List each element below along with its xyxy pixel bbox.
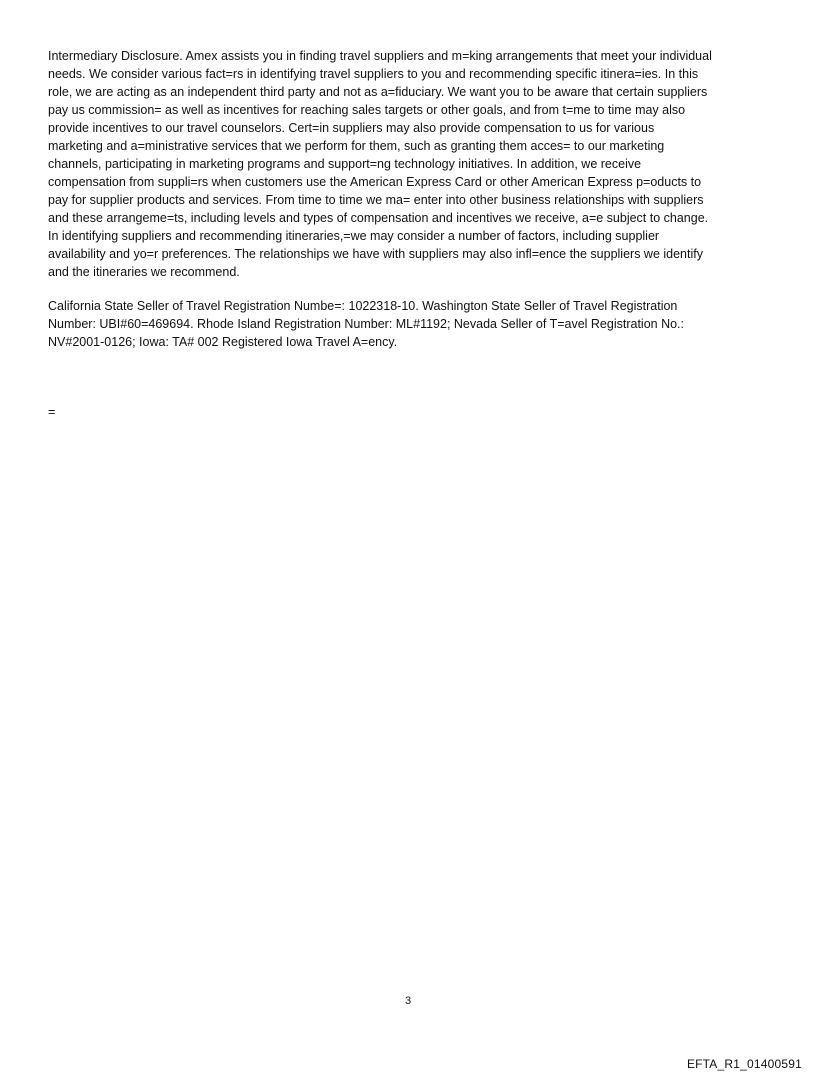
paragraph-line: compensation from suppli=rs when customers use the American Express Card or other American Express p=oducts to [48, 175, 702, 189]
paragraph-line: role, we are acting as an independent third party and not as a=fiduciary. We want you to be aware that certain suppliers [48, 85, 708, 99]
paragraph-line: marketing and a=ministrative services that we perform for them, such as granting them acces= to our marketing [48, 139, 665, 153]
paragraph-line: Intermediary Disclosure. Amex assists you in finding travel suppliers and m=king arrangements that meet your individual [48, 49, 712, 63]
paragraph-line: pay us commission= as well as incentives for reaching sales targets or other goals, and from t=me to time may also [48, 103, 686, 117]
paragraph-line: NV#2001-0126; Iowa: TA# 002 Registered Iowa Travel A=ency. [48, 335, 398, 349]
paragraph-line: needs. We consider various fact=rs in identifying travel suppliers to you and recommending specific itinera=ies. In this [48, 67, 699, 81]
paragraph-line: provide incentives to our travel counselors. Cert=in suppliers may also provide compensation to us for various [48, 121, 655, 135]
paragraph-line: In identifying suppliers and recommending itineraries,=we may consider a number of factors, including supplier [48, 229, 660, 243]
paragraph-line: and these arrangeme=ts, including levels and types of compensation and incentives we receive, a=e subject to change. [48, 211, 709, 225]
stray-equals-character: = [48, 405, 56, 419]
paragraph-line: Number: UBI#60=469694. Rhode Island Registration Number: ML#1192; Nevada Seller of T=avel Registration No.: [48, 317, 685, 331]
paragraph-line: pay for supplier products and services. From time to time we ma= enter into other business relationships with suppliers [48, 193, 704, 207]
paragraph-line: channels, participating in marketing programs and support=ng technology initiatives. In addition, we receive [48, 157, 642, 171]
paragraph-line: availability and yo=r preferences. The relationships we have with suppliers may also infl=ence the suppliers we identify [48, 247, 703, 261]
paragraph-line: and the itineraries we recommend. [48, 265, 240, 279]
registration-numbers-paragraph [48, 297, 778, 351]
bates-number: EFTA_R1_01400591 [686, 1057, 802, 1071]
paragraph-line: California State Seller of Travel Registration Numbe=: 1022318-10. Washington State Seller of Travel Registration [48, 299, 678, 313]
intermediary-disclosure-paragraph [48, 47, 778, 281]
page-number: 3 [404, 995, 412, 1007]
